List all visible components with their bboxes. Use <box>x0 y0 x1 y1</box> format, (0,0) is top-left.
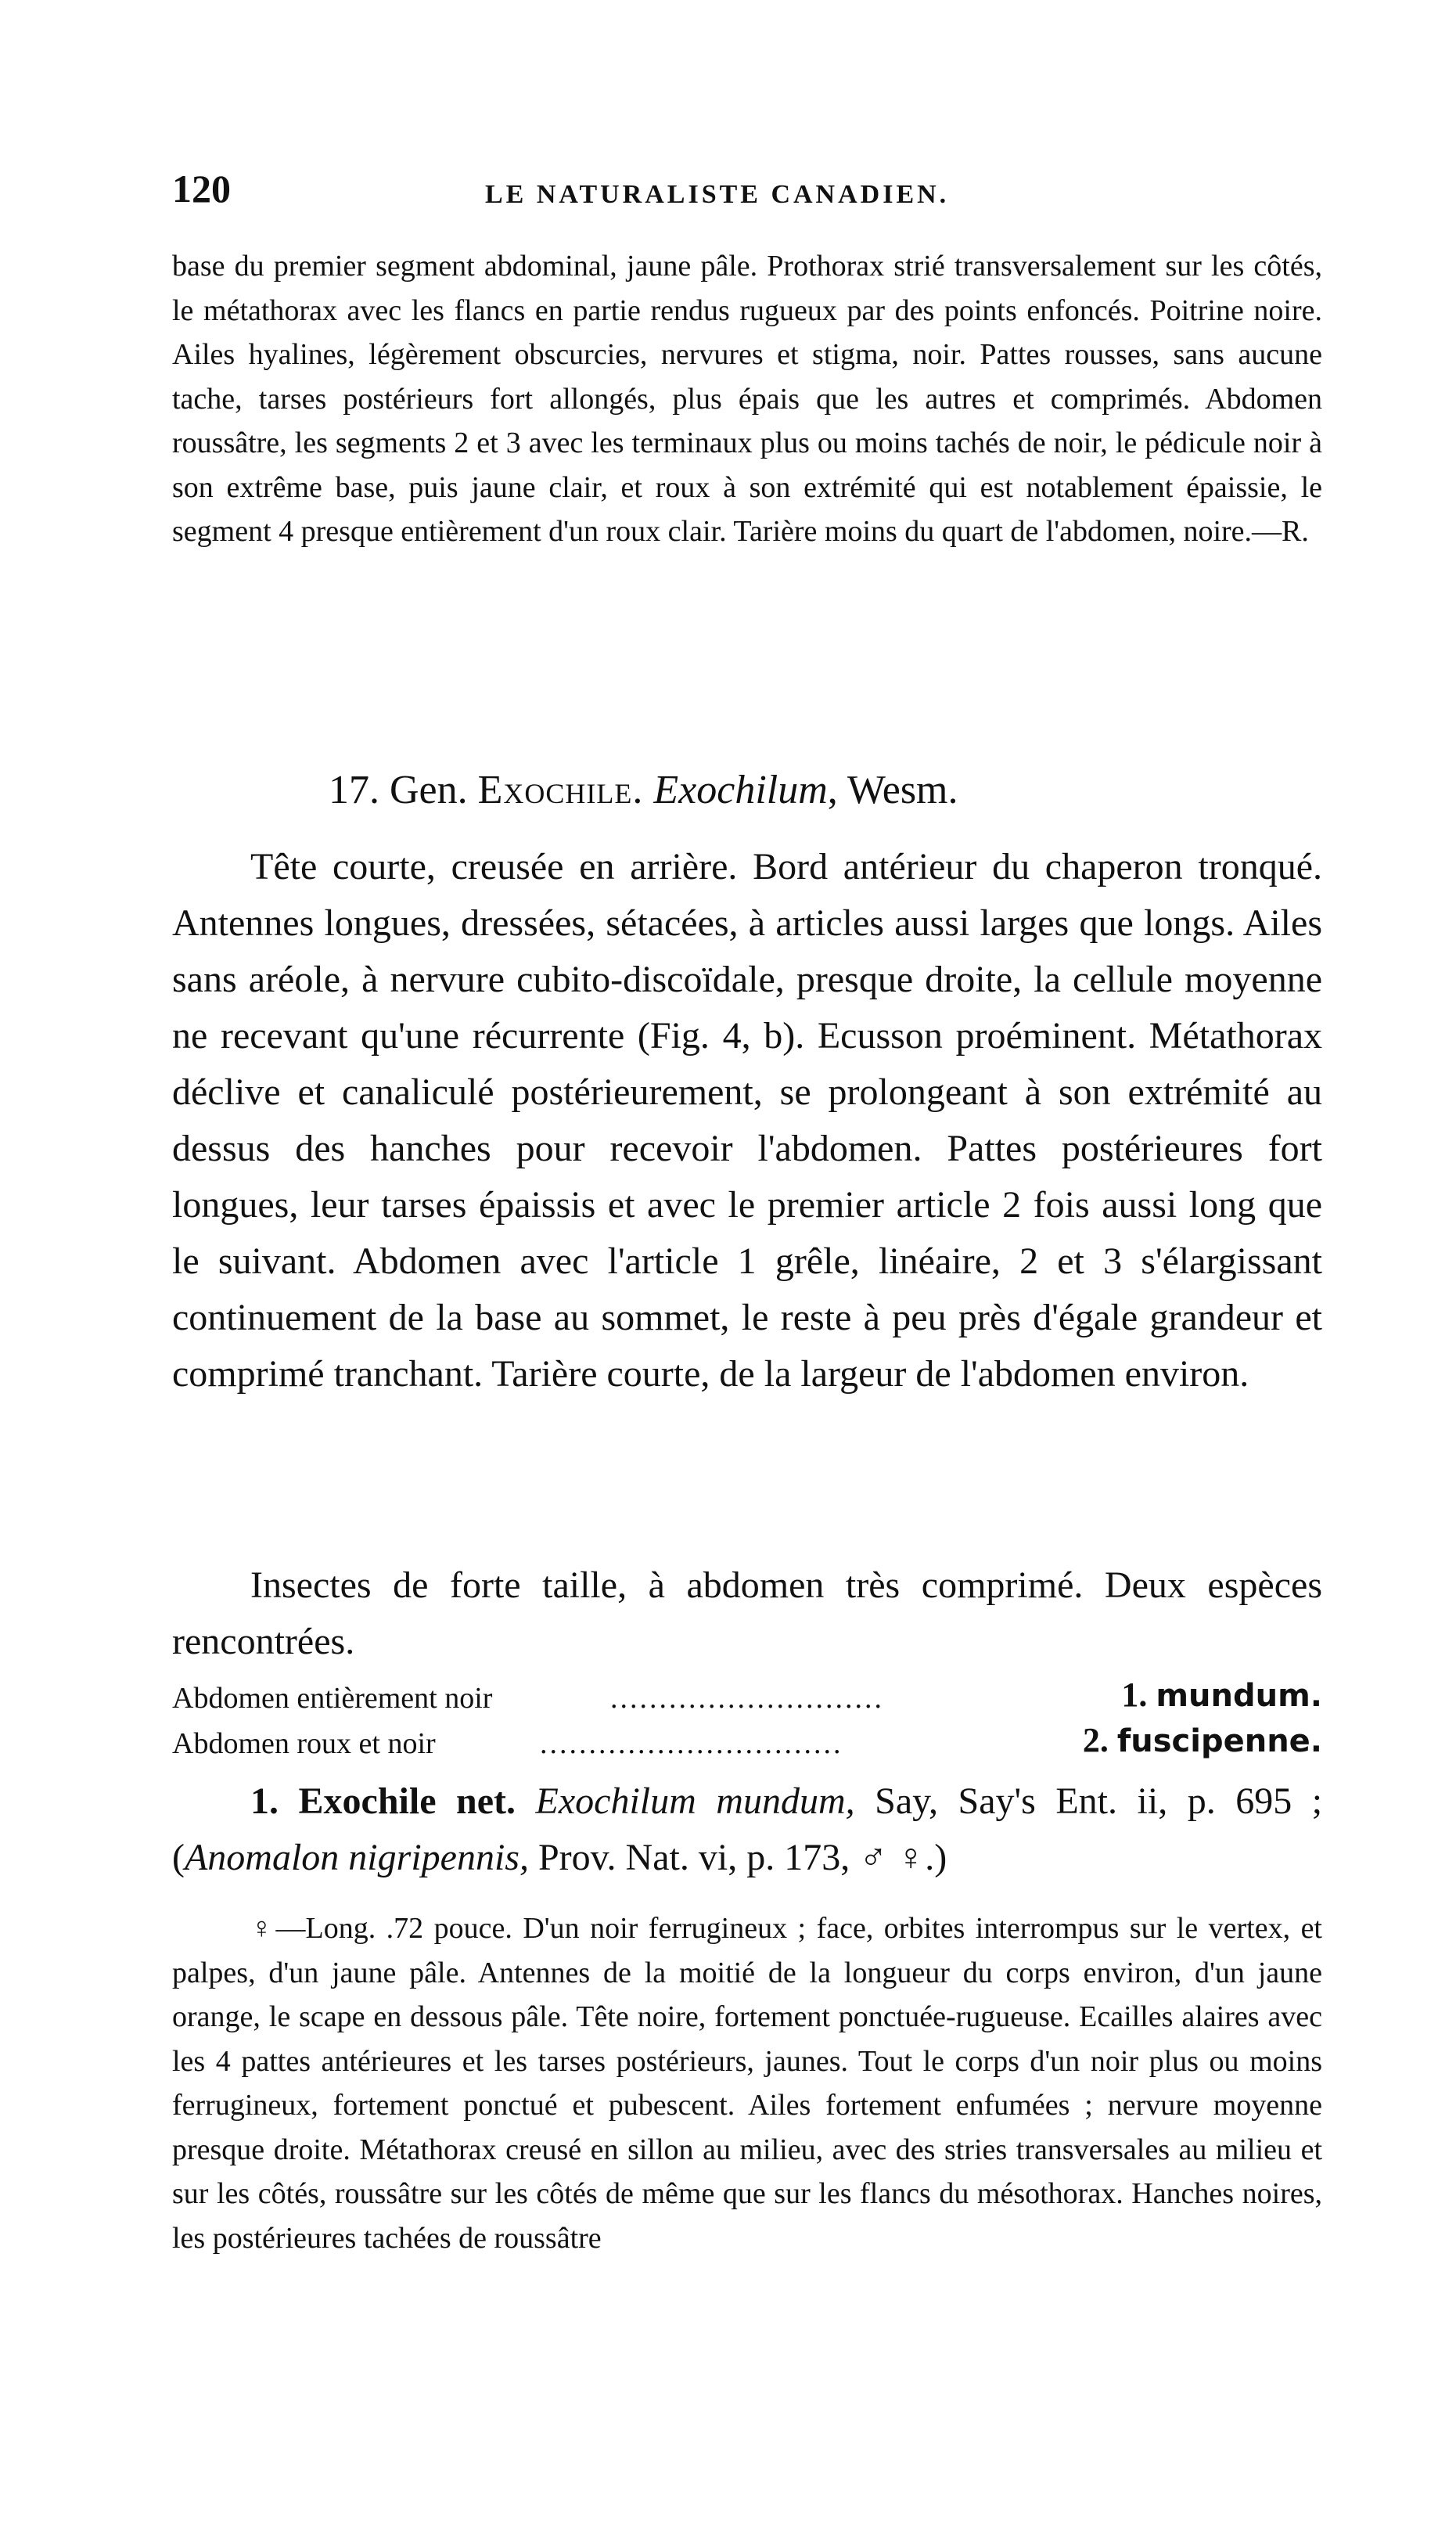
key-label: Abdomen entièrement noir <box>172 1682 493 1715</box>
continued-paragraph: base du premier segment abdominal, jaune pâle. Prothorax strié transversalement sur les côtés, le métathorax avec les flancs en partie rendus rugueux par des points enfoncés. Poitrine noire. Ailes hyalines, légèrement obscurcies, nervures et stigma, noir. Pattes rousses, sans aucune tache, tarses postérieurs fort allongés, plus épais que les autres et comprimés. Abdomen roussâtre, les segments 2 et 3 avec les terminaux plus ou moins tachés de noir, le pédicule noir à son extrême base, puis jaune clair, et roux à son extrémité qui est notablement épaissie, le segment 4 presque entièrement d'un roux clair. Tarière moins du quart de l'abdomen, noire.—R. <box>172 250 1322 548</box>
book-page <box>172 0 1322 2538</box>
running-head <box>172 166 1322 213</box>
key-answer: 1. mundum. <box>1121 1676 1322 1714</box>
species-number: 1. <box>250 1780 279 1822</box>
key-species-name: fuscipenne. <box>1116 1723 1322 1759</box>
genus-author: Wesm. <box>847 768 958 812</box>
key-label: Abdomen roux et noir <box>172 1727 436 1760</box>
species-latin-name: Exochilum mundum, <box>535 1780 855 1822</box>
genus-french-name: Exochile. <box>477 768 644 812</box>
species-synonym: Anomalon nigripennis, <box>184 1837 529 1878</box>
genus-remark: Insectes de forte taille, à abdomen très comprimé. Deux espèces rencontrées. <box>172 1564 1322 1662</box>
key-row <box>172 1720 1322 1766</box>
running-title: LE NATURALISTE CANADIEN. <box>485 180 950 209</box>
key-species-name: mundum. <box>1156 1678 1322 1714</box>
female-description: ♀—Long. .72 pouce. D'un noir ferrugineux ; face, orbites interrompus sur le vertex, et palpes, d'un jaune pâle. Antennes de la moitié de la longueur du corps environ, d'un jaune orange, le scape en dessous pâle. Tête noire, fortement ponctuée-rugueuse. Ecailles alaires avec les 4 pattes antérieures et les tarses postérieurs, jaunes. Tout le corps d'un noir plus ou moins ferrugineux, fortement ponctué et pubescent. Ailes fortement enfumées ; nervure moyenne presque droite. Métathorax creusé en sillon au milieu, avec des stries transversales au milieu et sur les côtés, roussâtre sur les côtés de même que sur les flancs du mésothorax. Hanches noires, les postérieures tachées de roussâtre <box>172 1912 1322 2255</box>
genus-description: Tête courte, creusée en arrière. Bord antérieur du chaperon tronqué. Antennes longues, dressées, sétacées, à articles aussi larges que longs. Ailes sans aréole, à nervure cubito-discoïdale, presque droite, la cellule moyenne ne recevant qu'une récurrente (Fig. 4, b). Ecusson proéminent. Métathorax déclive et canaliculé postérieurement, se prolongeant à son extrémité au dessus des hanches pour recevoir l'abdomen. Pattes postérieures fort longues, leur tarses épaissis et avec le premier article 2 fois aussi long que le suivant. Abdomen avec l'article 1 grêle, linéaire, 2 et 3 s'élargissant continuement de la base au sommet, le reste à peu près d'égale grandeur et comprimé tranchant. Tarière courte, de la largeur de l'abdomen environ. <box>172 846 1322 1395</box>
species-french-name: Exochile net. <box>298 1780 516 1822</box>
species-citation: Say, Say's Ent. ii, p. 695 ; <box>875 1780 1323 1822</box>
species-heading: 1. Exochile net. Exochilum mundum, Say, Say's Ent. ii, p. 695 ; (Anomalon nigripennis, Prov. Nat. vi, p. 173, ♂ ♀.) <box>172 1780 1323 1878</box>
key-row <box>172 1675 1322 1720</box>
page-number: 120 <box>172 167 231 211</box>
leader-dots: ............................ <box>610 1682 884 1715</box>
key-answer: 2. fuscipenne. <box>1082 1721 1322 1759</box>
genus-heading: 17. Gen. Exochile. Exochilum, Wesm. <box>329 768 958 812</box>
leader-dots: ............................... <box>540 1727 843 1760</box>
genus-latin-name: Exochilum <box>653 768 828 812</box>
species-citation-2: Prov. Nat. vi, p. 173, ♂ ♀.) <box>537 1837 947 1878</box>
species-key <box>172 1675 1322 1766</box>
genus-gen-label: Gen. <box>390 768 468 812</box>
genus-number: 17. <box>329 768 379 812</box>
